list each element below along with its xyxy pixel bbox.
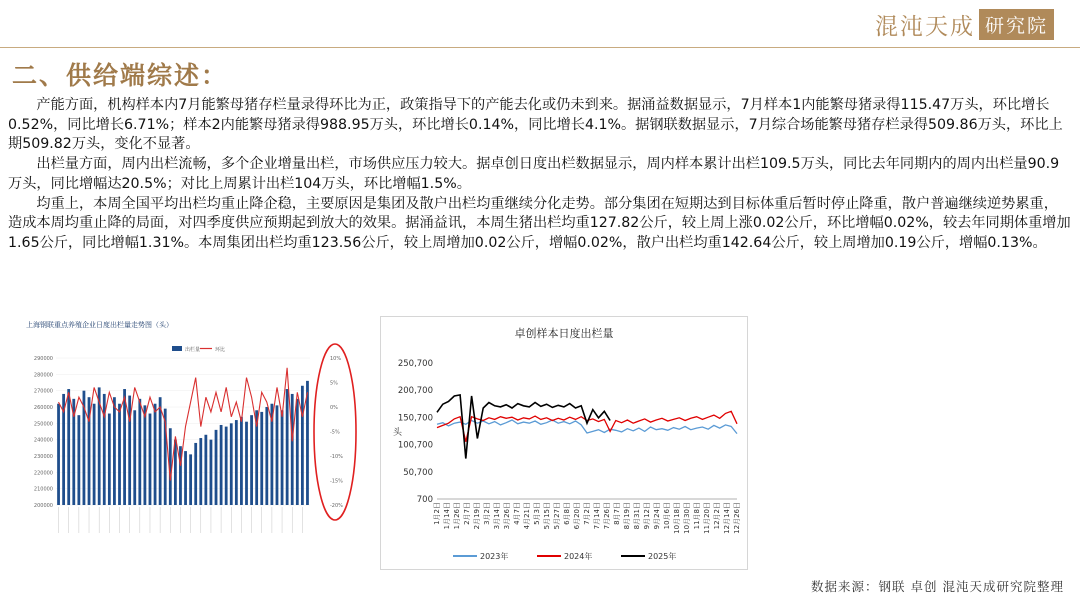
- right-x-tick: 4月21日: [523, 502, 531, 530]
- legend-2023-label: 2023年: [480, 552, 509, 561]
- left-bar: [184, 451, 187, 505]
- left-y-tick: 200000: [33, 503, 53, 509]
- left-chart: [20, 310, 343, 540]
- right-x-tick: 6月8日: [563, 502, 571, 525]
- right-x-tick: 1月2日: [433, 502, 441, 525]
- left-bar: [215, 430, 218, 505]
- right-x-tick: 2月7日: [463, 502, 471, 525]
- right-x-tick: 1月14日: [443, 502, 451, 530]
- left-bar: [57, 404, 60, 505]
- left-bar: [204, 435, 207, 505]
- left-bar: [138, 399, 141, 505]
- left-bar: [113, 397, 116, 505]
- right-x-tick: 3月26日: [503, 502, 511, 530]
- left-y-tick: 230000: [33, 454, 53, 460]
- right-x-tick: 4月7日: [513, 502, 521, 525]
- left-bar: [220, 425, 223, 505]
- right-chart-x-labels: [433, 502, 741, 534]
- right-x-tick: 8月31日: [633, 502, 641, 530]
- right-x-tick: 7月26日: [603, 502, 611, 530]
- left-y2-tick: 0%: [330, 405, 338, 411]
- left-bar: [286, 389, 289, 505]
- left-bar: [77, 415, 80, 505]
- left-y2-tick: -20%: [330, 503, 343, 509]
- left-bar: [93, 404, 96, 505]
- right-x-tick: 9月12日: [643, 502, 651, 530]
- right-x-tick: 11月8日: [693, 502, 701, 530]
- left-bar: [144, 405, 147, 505]
- left-chart-svg: [20, 310, 343, 540]
- right-chart-title: 卓创样本日度出栏量: [514, 327, 614, 340]
- left-y2-tick: 5%: [330, 380, 338, 387]
- legend-swatch-bars: [172, 346, 182, 351]
- right-chart-series: [437, 395, 737, 459]
- body-text: [8, 96, 1072, 254]
- right-x-tick: 8月19日: [623, 502, 631, 530]
- left-bar: [133, 410, 136, 505]
- right-y-tick: 700: [416, 495, 433, 505]
- right-y-tick: 200,700: [397, 386, 433, 397]
- left-bar: [301, 386, 304, 505]
- left-bar: [276, 405, 279, 505]
- left-bar: [159, 397, 162, 505]
- left-bar: [123, 389, 126, 505]
- legend-label-line: 环比: [215, 347, 226, 353]
- right-x-tick: 12月2日: [713, 502, 721, 530]
- paragraph-slaughter: 出栏量方面，周内出栏流畅，多个企业增量出栏，市场供应压力较大。据卓创日度出栏数据显示，周内样本累计出栏109.5万头，同比去年同期内的周内出栏量90.9万头，同比增幅达20.5%；对比上周累计出栏104万头，环比增幅1.5%。: [8, 156, 1060, 192]
- legend-2024-label: 2024年: [564, 552, 593, 561]
- right-y-tick: 100,700: [397, 440, 433, 451]
- paragraph-weight: 均重上，本周全国平均出栏均重止降企稳，主要原因是集团及散户出栏均重继续分化走势。部分集团在短期达到目标体重后暂时停止降重，散户普遍继续逆势累重，造成本周均重止降的局面，对四季度供应预期起到放大的效果。据涌益讯，本周生猪出栏均重127.82公斤，较上周上涨0.02公斤，环比增幅0.02%，较去年同期体重增加1.65公斤，同比增幅1.31%。本周集团出栏均重123.56公斤，较上周增加0.02公斤，增幅0.02%，散户出栏均重142.64公斤，较上周增加0.19公斤，增幅0.13%。: [8, 195, 1071, 251]
- left-bar: [296, 399, 299, 505]
- left-bar: [250, 415, 253, 505]
- series-line-2025年: [437, 395, 610, 459]
- left-y2-tick: -15%: [330, 478, 343, 485]
- left-y2-tick: 10%: [330, 356, 342, 362]
- left-bar: [67, 389, 70, 505]
- left-bar: [118, 404, 121, 505]
- right-x-tick: 12月14日: [723, 502, 731, 534]
- right-chart-legend: [453, 551, 676, 561]
- right-x-tick: 8月7日: [613, 502, 621, 525]
- left-y-tick: 290000: [33, 356, 53, 362]
- section-title: 二、供给端综述：: [12, 61, 229, 90]
- right-chart-y-label: 头: [393, 428, 403, 438]
- left-bar: [265, 407, 268, 505]
- brand-logo: [875, 8, 1054, 41]
- left-bar: [240, 417, 243, 505]
- left-bar: [235, 420, 238, 505]
- right-y-tick: 250,700: [397, 359, 433, 369]
- legend-label-bars: 出栏量: [185, 347, 201, 353]
- right-x-tick: 7月14日: [593, 502, 601, 530]
- right-x-tick: 10月30日: [683, 502, 691, 534]
- right-x-tick: 11月20日: [703, 502, 711, 534]
- right-chart-y-ticks: [398, 359, 433, 505]
- left-bar: [210, 440, 213, 505]
- right-y-tick: 50,700: [403, 467, 433, 478]
- left-y2-tick: -10%: [330, 454, 343, 460]
- right-chart-svg: [381, 317, 747, 569]
- left-bar: [260, 412, 263, 505]
- left-y2-tick: -5%: [330, 429, 340, 436]
- data-source: 数据来源：钢联 卓创 混沌天成研究院整理: [811, 579, 1064, 594]
- left-bar: [291, 394, 294, 505]
- header-divider: [0, 47, 1080, 48]
- left-bar: [189, 454, 192, 505]
- left-bar: [154, 404, 157, 505]
- left-bar: [108, 414, 111, 505]
- right-x-tick: 10月18日: [673, 502, 681, 534]
- right-x-tick: 10月6日: [663, 502, 671, 530]
- right-x-tick: 12月26日: [733, 502, 741, 534]
- right-x-tick: 5月15日: [543, 502, 551, 530]
- right-x-tick: 7月2日: [583, 502, 591, 525]
- right-x-tick: 9月24日: [653, 502, 661, 530]
- left-bar: [230, 423, 233, 505]
- right-x-tick: 5月27日: [553, 502, 561, 530]
- left-y-tick: 220000: [33, 470, 53, 477]
- right-x-tick: 5月3日: [533, 502, 541, 525]
- left-y-tick: 240000: [33, 437, 53, 444]
- left-bar: [281, 410, 284, 505]
- left-y-tick: 270000: [33, 388, 53, 395]
- right-x-tick: 3月2日: [483, 502, 491, 525]
- paragraph-capacity: 产能方面，机构样本内7月能繁母猪存栏量录得环比为正，政策指导下的产能去化或仍未到来。据涌益数据显示，7月样本1内能繁母猪录得115.47万头，环比增长0.52%，同比增长6.71%；样本2内能繁母猪录得988.95万头，环比增长0.14%，同比增长4.1%。据钢联数据显示，7月综合场能繁母猪存栏录得509.86万头，环比上期509.82万头，变化不显著。: [8, 97, 1063, 153]
- legend-2025-label: 2025年: [648, 552, 677, 561]
- right-x-tick: 1月26日: [453, 502, 461, 530]
- right-x-tick: 2月19日: [473, 502, 481, 530]
- left-chart-title: 上海钢联重点养殖企业日度出栏量走势图（头）: [26, 321, 173, 329]
- right-chart: [380, 316, 748, 570]
- left-y-tick: 280000: [33, 372, 53, 379]
- logo-box-text: 研究院: [979, 9, 1054, 40]
- left-bar: [245, 422, 248, 505]
- left-bar: [225, 427, 228, 505]
- logo-text: 混沌天成: [874, 14, 975, 40]
- right-x-tick: 3月14日: [493, 502, 501, 530]
- left-bar: [194, 443, 197, 505]
- left-y-tick: 250000: [33, 421, 53, 428]
- right-y-tick: 150,700: [397, 413, 433, 424]
- left-bar: [199, 438, 202, 505]
- left-y-tick: 210000: [33, 486, 53, 493]
- right-x-tick: 6月20日: [573, 502, 581, 530]
- left-y-tick: 260000: [33, 405, 53, 411]
- left-bar: [149, 414, 152, 505]
